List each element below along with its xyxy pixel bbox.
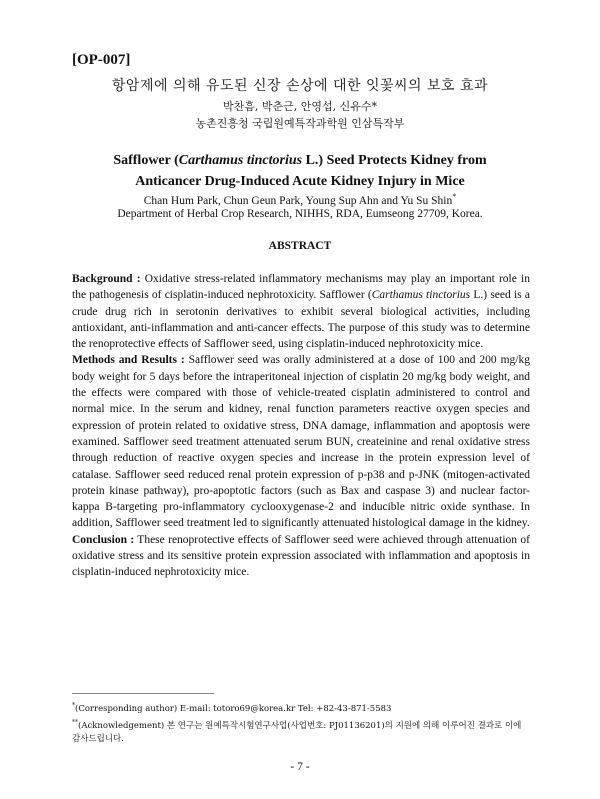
title-species-italic: Carthamus tinctorius	[178, 153, 303, 168]
footnote-corr-mark: *	[72, 702, 75, 709]
korean-title: 항암제에 의해 유도된 신장 손상에 대한 잇꽃씨의 보호 효과	[111, 78, 489, 94]
footnote-corr-text: (Corresponding author) E-mail: totoro69@korea.kr Tel: +82-43-871-5583	[75, 703, 392, 714]
english-authors-names: Chan Hum Park, Chun Geun Park, Young Sup Ahn and Yu Su Shin	[143, 194, 453, 207]
abstract-code: [OP-007]	[72, 52, 131, 68]
background-paragraph	[72, 271, 530, 352]
title-suffix: L.) Seed Protects Kidney from	[302, 153, 487, 168]
english-authors	[0, 192, 600, 207]
title-prefix: Safflower (	[113, 153, 179, 168]
corresponding-mark: *	[452, 192, 457, 201]
footnote-ack-text: (Acknowledgement) 본 연구는 원예특작시험연구사업(사업번호: PJ01136201)의 지원에 의해 이루어진 결과로 이에 감사드립니다.	[72, 720, 522, 744]
page-number: - 7 -	[290, 761, 310, 773]
footnotes	[72, 699, 530, 746]
footnote-divider	[72, 693, 214, 694]
footnote-corresponding	[72, 699, 530, 716]
conclusion-paragraph	[72, 532, 530, 581]
background-text-a: Oxidative stress-related inflammatory mechanisms may play an important role in the pathogenesis of cisplatin-induced nephrotoxicity. Safflower (	[72, 273, 530, 302]
conclusion-text: These renoprotective effects of Safflower seed were achieved through attenuation of oxidative stress and its sensitive protein expression associated with inflammation and apoptosis in cisplatin-induced nephrotoxicity mice.	[72, 533, 530, 579]
english-affiliation: Department of Herbal Crop Research, NIHHS, RDA, Eumseong 27709, Korea.	[117, 208, 483, 220]
background-text-b: L.) seed is a crude drug rich in serotonin derivatives to exhibit several biological activities, including antioxidant, anti-inflammation and anti-cancer effects. The purpose of this study was to determine the renoprotective effects of Safflower seed, using cisplatin-induced nephrotoxicity mice.	[72, 289, 530, 351]
english-title-line-1	[0, 150, 600, 171]
abstract-heading: ABSTRACT	[268, 240, 332, 252]
footnote-ack-mark: **	[72, 718, 78, 726]
methods-label: Methods and Results :	[72, 354, 185, 367]
english-title-line-2: Anticancer Drug-Induced Acute Kidney Injury in Mice	[135, 174, 465, 189]
conclusion-label: Conclusion :	[72, 533, 135, 546]
korean-authors: 박찬흠, 박춘근, 안영섭, 신유수*	[223, 100, 377, 113]
abstract-body	[72, 271, 530, 581]
korean-affiliation: 농촌진흥청 국립원예특작과학원 인삼특작부	[195, 117, 405, 130]
background-label: Background :	[72, 273, 141, 285]
english-title	[0, 150, 600, 192]
background-species-italic: Carthamus tinctorius	[371, 289, 471, 302]
footnote-acknowledgement	[72, 716, 530, 746]
methods-text: Safflower seed was orally administered at a dose of 100 and 200 mg/kg body weight for 5 days before the intraperitoneal injection of cisplatin 20 mg/kg body weight, and the effects were compared with those of vehicle-treated cisplatin administered to control and normal mice. In the serum and kidney, renal function parameters reactive oxygen species and expression of protein related to oxidative stress, DNA damage, inflammation and apoptosis were examined. Safflower seed treatment attenuated serum BUN, createinine and renal oxidative stress through reduction of reactive oxygen species and increase in the protein expression level of catalase. Safflower seed reduced renal protein expression of p-p38 and p-JNK (mitogen-activated protein kinase pathway), pro-apoptotic factors (such as Bax and caspase 3) and nuclear factor-kappa B-targeting pro-inflammatory cyclooxygenase-2 and inducible nitric oxide synthase. In addition, Safflower seed treatment led to significantly attenuated histological damage in the kidney.	[72, 354, 530, 530]
methods-paragraph	[72, 352, 530, 531]
